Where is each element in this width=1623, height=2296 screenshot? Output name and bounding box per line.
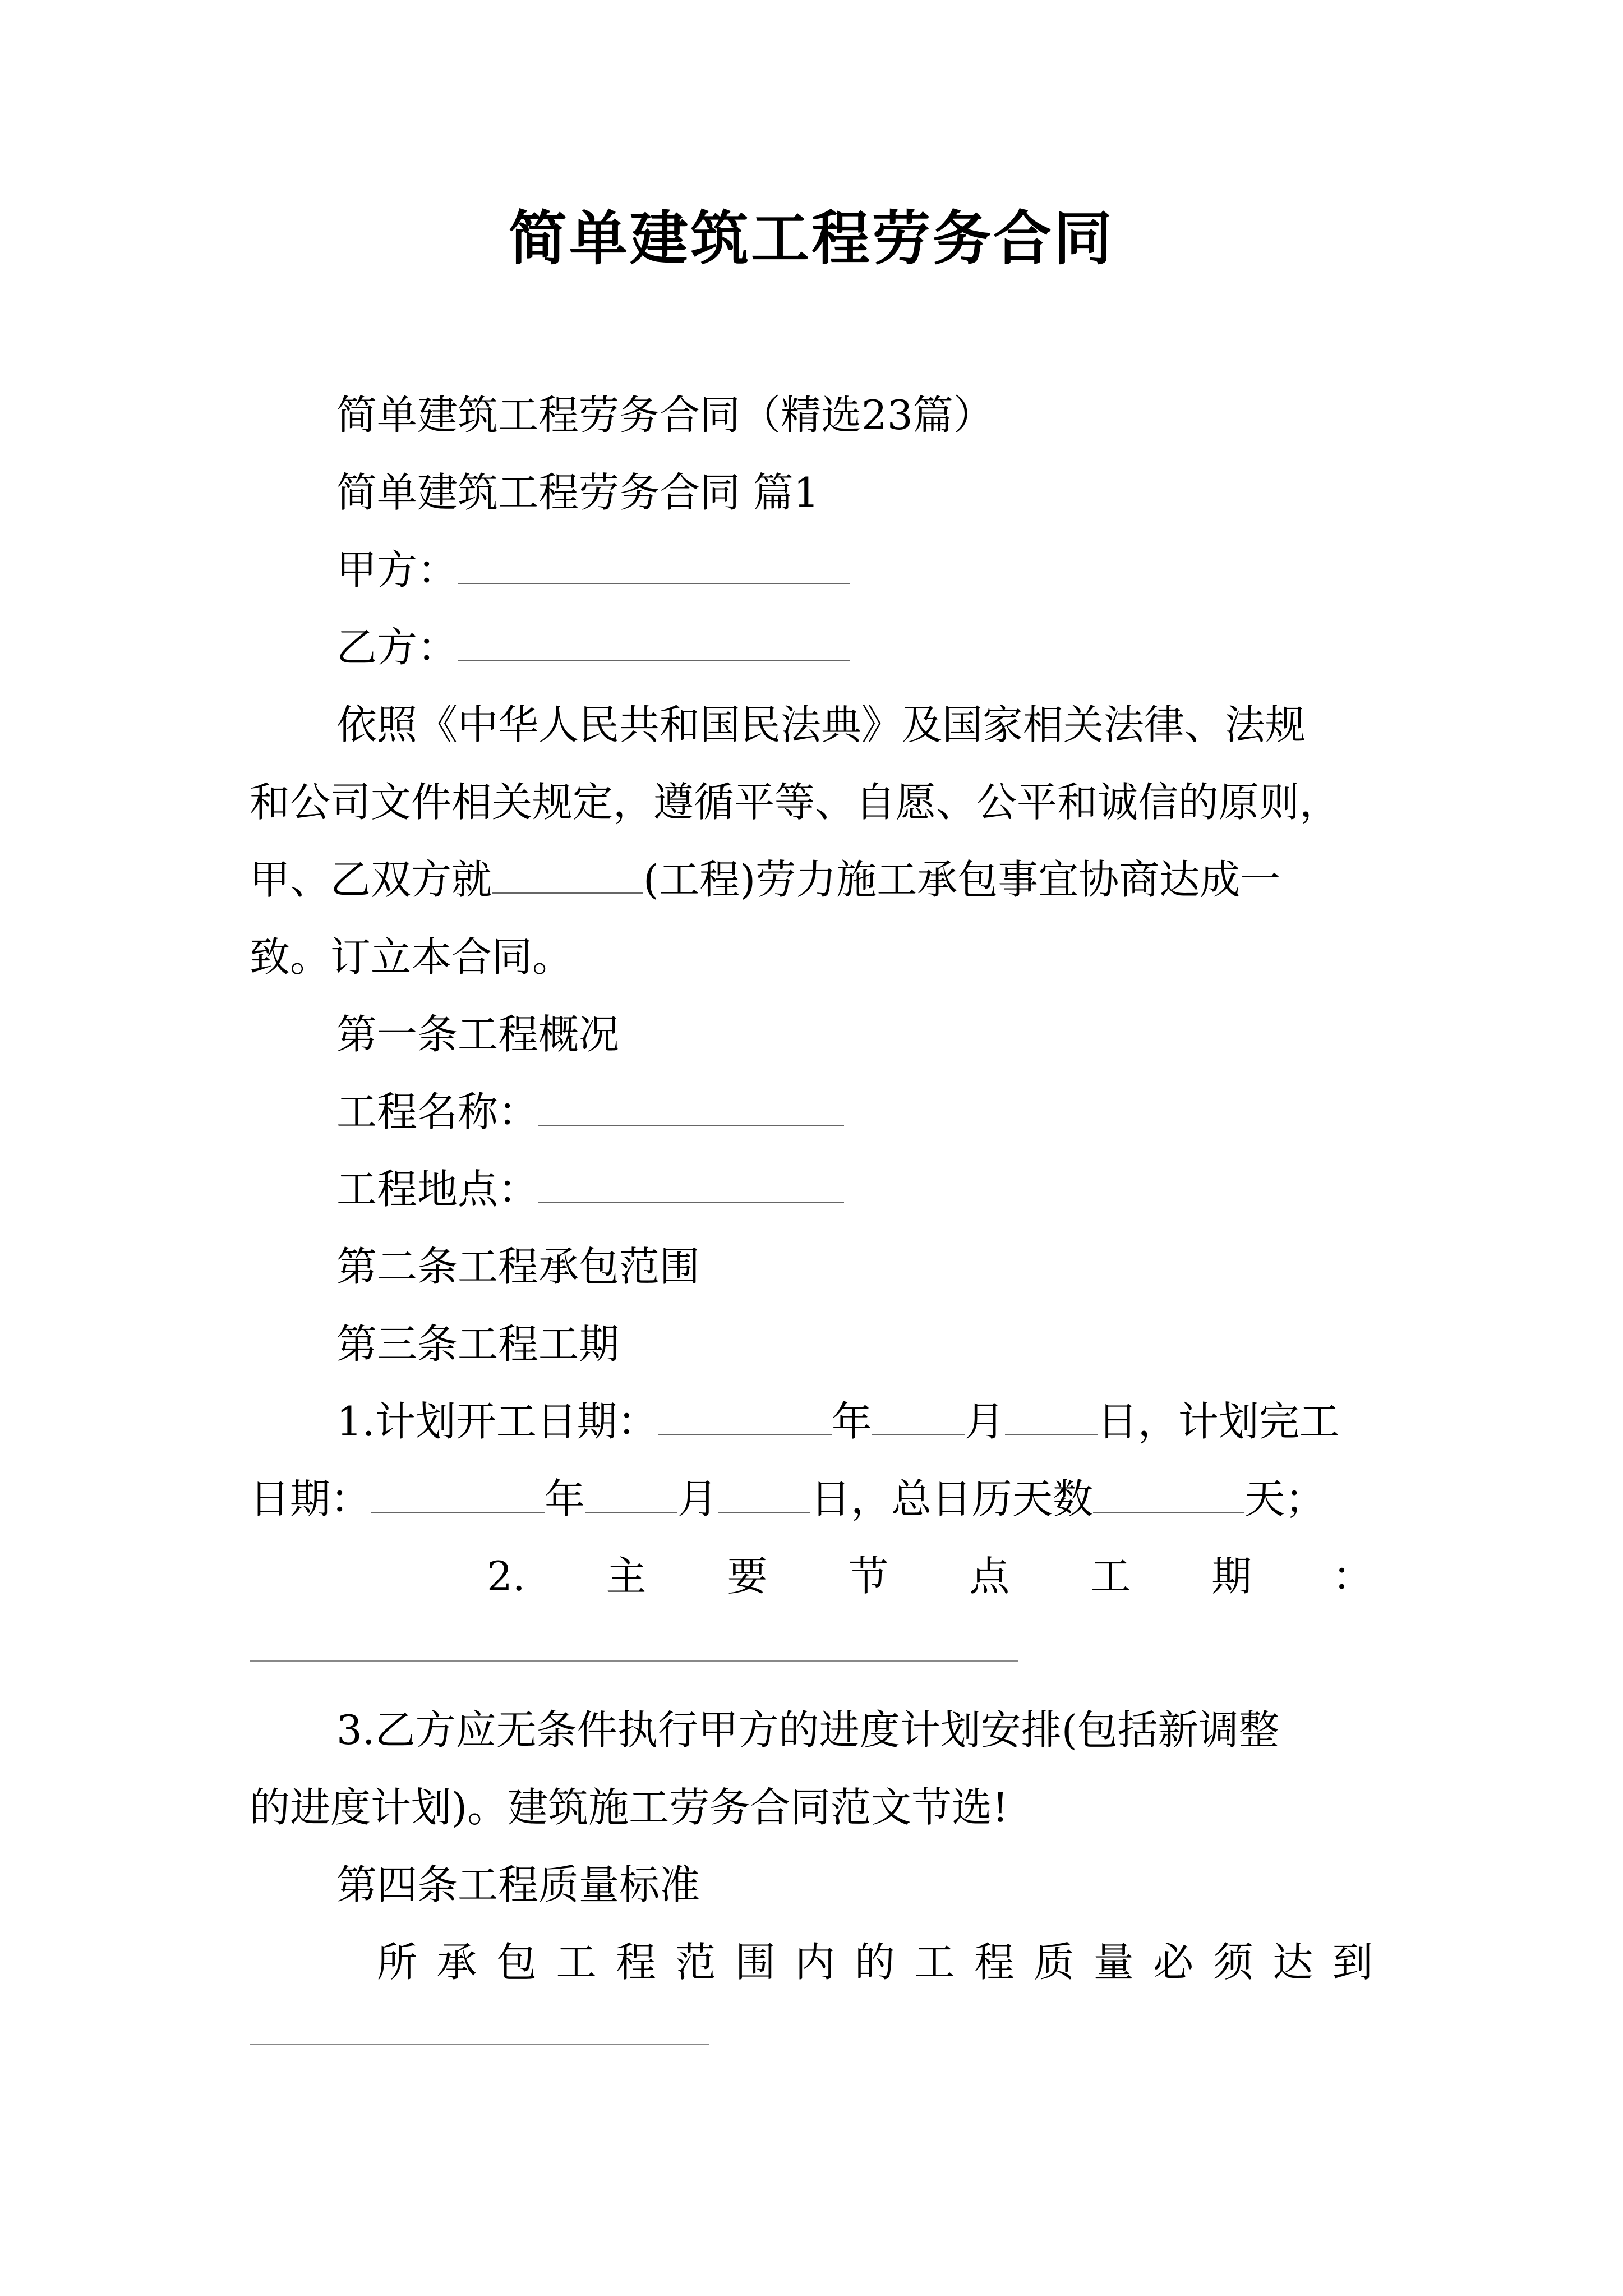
milestone-char: 点	[969, 1553, 1010, 1600]
milestone-char: 要	[727, 1553, 768, 1600]
quality-char: 工	[556, 1939, 597, 1986]
milestone-char: 工	[1090, 1553, 1131, 1600]
quality-char: 所	[377, 1939, 418, 1986]
day-completion-label: 日，计划完工	[1097, 1398, 1340, 1445]
milestone-char: 2.	[487, 1553, 525, 1600]
completion-date-label: 日期：	[250, 1475, 371, 1522]
intro-line-2: 和公司文件相关规定，遵循平等、自愿、公平和诚信的原则，	[250, 779, 1340, 826]
end-day-blank	[718, 1475, 810, 1513]
article-3-heading: 第三条工程工期	[336, 1320, 620, 1368]
schedule-line-2	[250, 1471, 1325, 1527]
project-name-line	[336, 1084, 844, 1140]
quality-char: 内	[795, 1939, 836, 1986]
intro-line-3-end: (工程)劳力施工承包事宜协商达成一	[643, 856, 1281, 903]
year-label: 年	[831, 1398, 872, 1445]
quality-char: 工	[914, 1939, 955, 1986]
total-days-label: 日，总日历天数	[810, 1475, 1094, 1522]
end-year-blank	[371, 1475, 545, 1513]
quality-char: 必	[1153, 1939, 1194, 1986]
total-days-blank	[1093, 1475, 1244, 1513]
intro-line-3-start: 甲、乙双方就	[250, 856, 492, 903]
quality-char: 须	[1212, 1939, 1253, 1986]
month-label: 月	[677, 1475, 718, 1522]
quality-char: 程	[974, 1939, 1015, 1986]
milestone-blank	[250, 1660, 1018, 1662]
quality-char: 包	[496, 1939, 537, 1986]
document-subtitle: 简单建筑工程劳务合同（精选23篇）	[336, 392, 994, 439]
intro-line-4: 致。订立本合同。	[250, 933, 573, 981]
quality-char: 程	[615, 1939, 656, 1986]
end-month-blank	[585, 1475, 677, 1513]
document-title: 简单建筑工程劳务合同	[508, 204, 1114, 273]
party-a-blank	[458, 546, 850, 584]
article-2-heading: 第二条工程承包范围	[336, 1243, 700, 1290]
planned-start-label: 1.计划开工日期：	[336, 1398, 658, 1445]
milestone-char: 期	[1211, 1553, 1252, 1600]
article-1-heading: 第一条工程概况	[336, 1011, 620, 1058]
party-b-line	[336, 619, 850, 675]
quality-line	[377, 1934, 1373, 1990]
milestone-line	[487, 1548, 1373, 1604]
start-year-blank	[658, 1397, 832, 1435]
quality-char: 围	[735, 1939, 776, 1986]
party-a-label: 甲方：	[336, 546, 458, 593]
milestone-char: ：	[1332, 1553, 1373, 1600]
quality-standard-blank	[250, 2044, 709, 2045]
quality-char: 到	[1332, 1939, 1373, 1986]
month-label: 月	[964, 1398, 1005, 1445]
quality-char: 质	[1034, 1939, 1075, 1986]
quality-char: 达	[1272, 1939, 1313, 1986]
milestone-char: 节	[848, 1553, 889, 1600]
project-location-label: 工程地点：	[336, 1166, 539, 1213]
milestone-char: 主	[606, 1553, 647, 1600]
section-heading: 简单建筑工程劳务合同 篇1	[336, 469, 819, 516]
party-a-line	[336, 542, 850, 598]
year-label: 年	[545, 1475, 585, 1522]
quality-char: 范	[675, 1939, 716, 1986]
party-b-blank	[458, 623, 850, 661]
item-3-line-2: 的进度计划)。建筑施工劳务合同范文节选!	[250, 1784, 1009, 1831]
schedule-line-1	[336, 1393, 1340, 1450]
party-b-label: 乙方：	[336, 624, 458, 671]
project-name-blank	[538, 1088, 844, 1126]
quality-char: 量	[1093, 1939, 1134, 1986]
project-name-label: 工程名称：	[336, 1088, 539, 1135]
intro-line-3	[250, 852, 1280, 908]
project-location-line	[336, 1161, 844, 1217]
days-unit-label: 天；	[1244, 1475, 1326, 1522]
item-3-line-1: 3.乙方应无条件执行甲方的进度计划安排(包括新调整	[336, 1706, 1279, 1754]
quality-char: 承	[436, 1939, 477, 1986]
intro-line-1: 依照《中华人民共和国民法典》及国家相关法律、法规	[336, 701, 1306, 748]
project-blank	[492, 855, 643, 894]
start-day-blank	[1005, 1397, 1098, 1435]
article-4-heading: 第四条工程质量标准	[336, 1861, 700, 1908]
project-location-blank	[538, 1165, 844, 1203]
quality-char: 的	[854, 1939, 895, 1986]
start-month-blank	[872, 1397, 965, 1435]
